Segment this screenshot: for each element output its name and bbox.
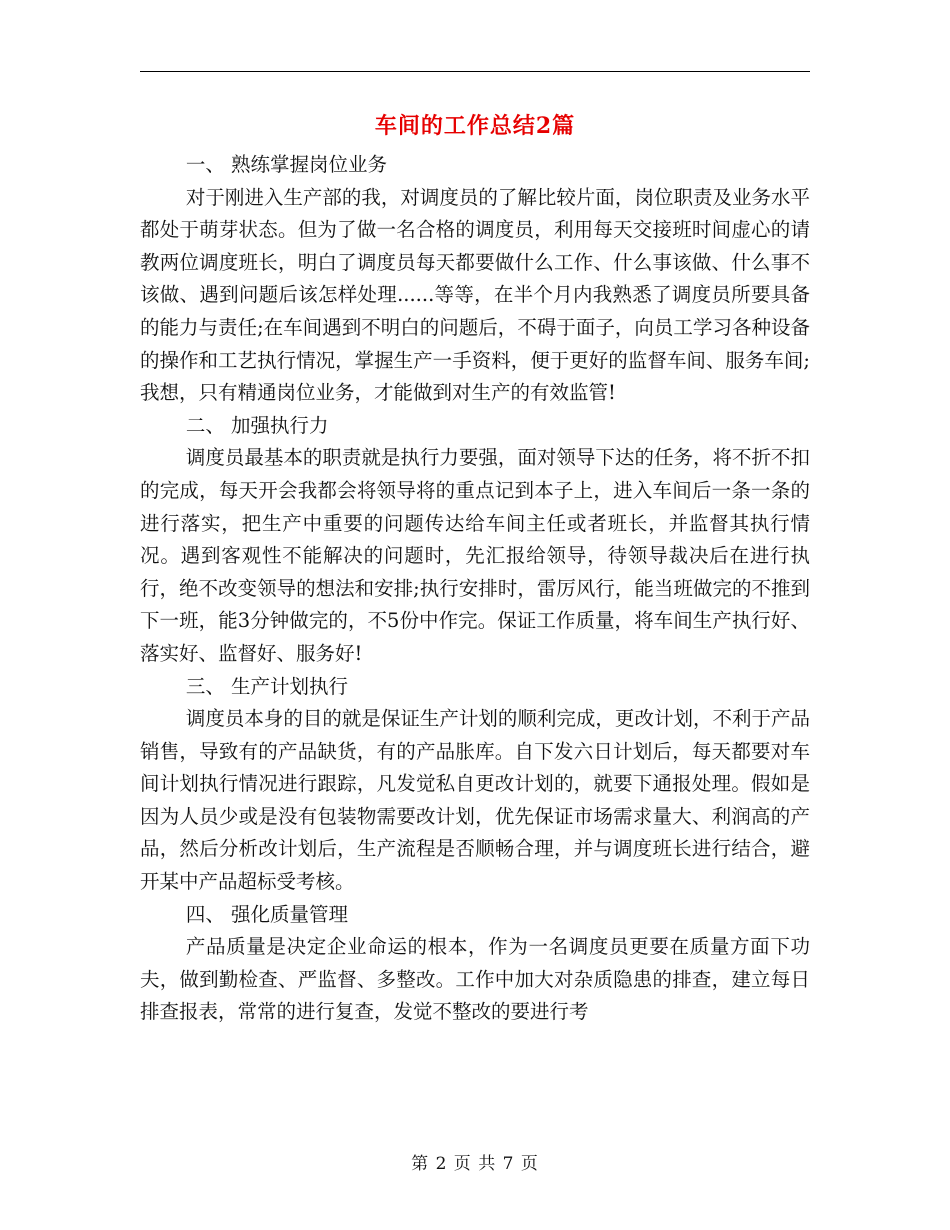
document-body xyxy=(140,149,810,1029)
section-2-paragraph: 调度员最基本的职责就是执行力要强，面对领导下达的任务，将不折不扣的完成，每天开会我都会将领导将的重点记到本子上，进入车间后一条一条的进行落实，把生产中重要的问题传达给车间主任或者班长，并监督其执行情况。遇到客观性不能解决的问题时，先汇报给领导，待领导裁决后在进行执行，绝不改变领导的想法和安排;执行安排时，雷厉风行，能当班做完的不推到下一班，能3分钟做完的，不5份中作完。保证工作质量，将车间生产执行好、落实好、监督好、服务好! xyxy=(140,446,810,665)
section-3-paragraph: 调度员本身的目的就是保证生产计划的顺利完成，更改计划，不利于产品销售，导致有的产品缺货，有的产品胀库。自下发六日计划后，每天都要对车间计划执行情况进行跟踪，凡发觉私自更改计划的，就要下通报处理。假如是因为人员少或是没有包装物需要改计划，优先保证市场需求量大、利润高的产品，然后分析改计划后，生产流程是否顺畅合理，并与调度班长进行结合，避开某中产品超标受考核。 xyxy=(140,707,810,894)
section-4-heading: 四、 强化质量管理 xyxy=(185,902,349,926)
section-3-heading: 三、 生产计划执行 xyxy=(185,674,349,698)
section-4-paragraph: 产品质量是决定企业命运的根本，作为一名调度员更要在质量方面下功夫，做到勤检查、严监督、多整改。工作中加大对杂质隐患的排查，建立每日排查报表，常常的进行复查，发觉不整改的要进行考 xyxy=(140,935,810,1024)
section-1-paragraph: 对于刚进入生产部的我，对调度员的了解比较片面，岗位职责及业务水平都处于萌芽状态。但为了做一名合格的调度员，利用每天交接班时间虚心的请教两位调度班长，明白了调度员每天都要做什么工作、什么事该做、什么事不该做、遇到问题后该怎样处理......等等，在半个月内我熟悉了调度员所要具备的能力与责任;在车间遇到不明白的问题后，不碍于面子，向员工学习各种设备的操作和工艺执行情况，掌握生产一手资料，便于更好的监督车间、服务车间;我想，只有精通岗位业务，才能做到对生产的有效监管! xyxy=(140,185,810,405)
page-number: 第 2 页 共 7 页 xyxy=(411,1154,539,1174)
document-title: 车间的工作总结2篇 xyxy=(374,113,576,139)
section-1-heading: 一、 熟练掌握岗位业务 xyxy=(185,153,388,176)
header-rule xyxy=(140,71,810,72)
section-2-heading: 二、 加强执行力 xyxy=(185,413,329,437)
